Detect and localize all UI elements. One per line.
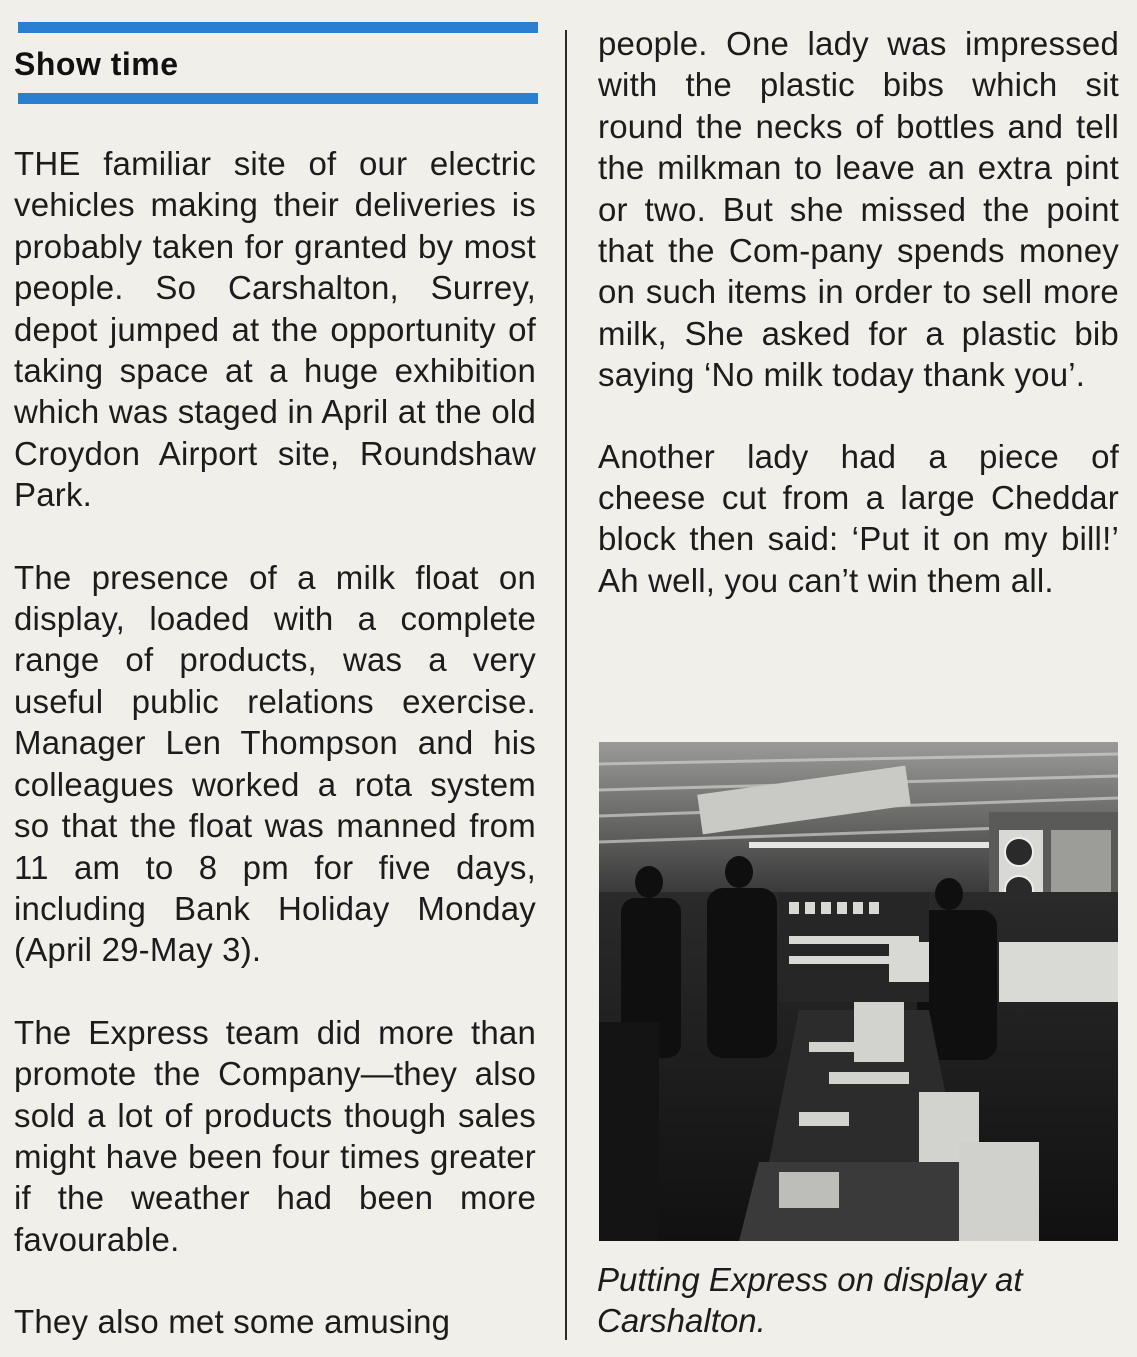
heading-rule-top: [18, 22, 538, 33]
paragraph: The Express team did more than promote the Company—they also sold a lot of products though sales might have been four times greater if the weather had been more favourable.: [14, 1013, 536, 1258]
right-column: [598, 23, 1119, 601]
left-column: [14, 143, 536, 1343]
paragraph: people. One lady was impressed with the plastic bibs which sit round the necks of bottles and tell the milkman to leave an extra pint or two. But she missed the point that the Com-pany spends money on such items in order to sell more milk, She asked for a plastic bib saying ‘No milk today thank you’.: [598, 25, 1119, 394]
article-heading: Show time: [14, 46, 179, 82]
paragraph: THE familiar site of our electric vehicles making their deliveries is probably taken for granted by most people. So Carshalton, Surrey, depot jumped at the opportunity of taking space at a huge exhibition which was staged in April at the old Croydon Airport site, Roundshaw Park.: [14, 145, 536, 514]
exhibition-photo: [599, 742, 1118, 1241]
heading-rule-bottom: [18, 93, 538, 104]
photo-caption: Putting Express on display at Carshalton.: [597, 1261, 1023, 1339]
paragraph: They also met some amusing: [14, 1303, 451, 1341]
paragraph: The presence of a milk float on display, loaded with a complete range of products, was a very useful public relations exercise. Manager Len Thompson and his colleagues worked a rota system so that the float was manned from 11 am to 8 pm for five days, including Bank Holiday Monday (April 29-May 3).: [14, 558, 536, 969]
column-divider: [565, 30, 567, 1340]
paragraph: Another lady had a piece of cheese cut from a large Cheddar block then said: ‘Put it on my bill!’ Ah well, you can’t win them all.: [598, 437, 1119, 599]
exhibition-photo-illustration: [599, 742, 1118, 1241]
